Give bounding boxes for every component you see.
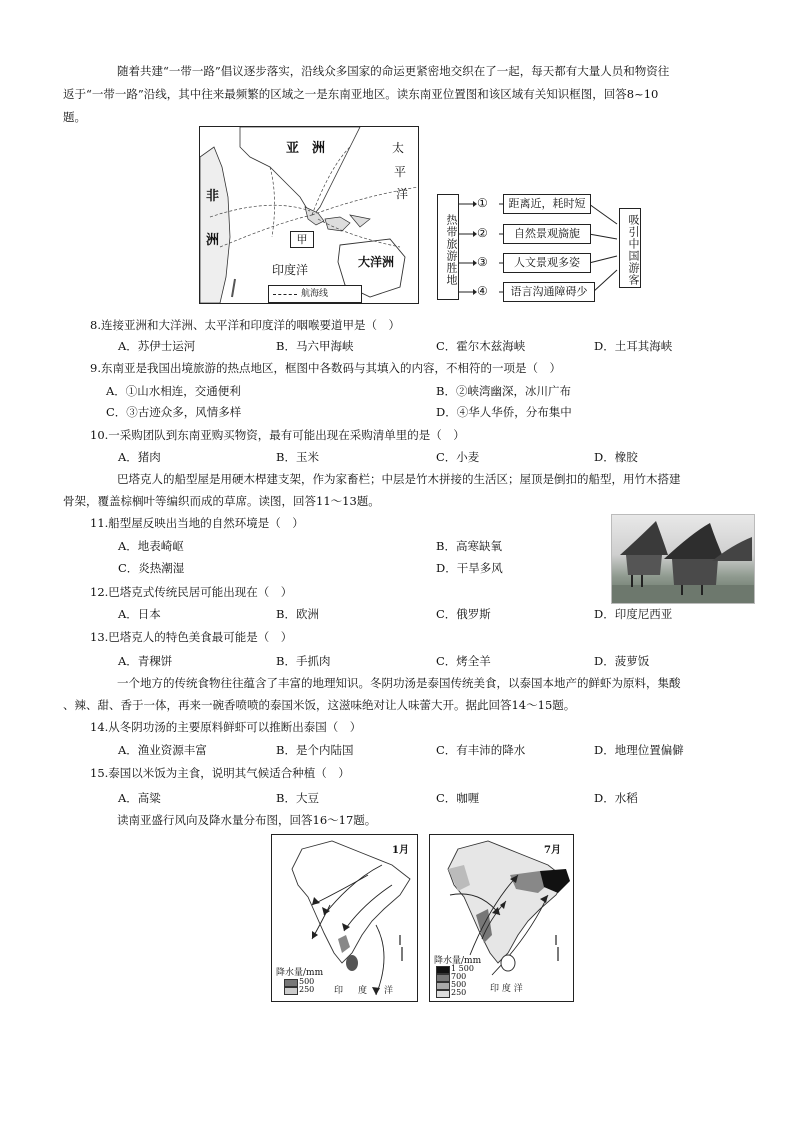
july-legend-1500: 1 500: [451, 964, 474, 973]
question-13-option-a[interactable]: A．青稞饼: [118, 654, 173, 668]
question-9-option-d[interactable]: D．④华人华侨，分布集中: [436, 405, 572, 419]
framework-right-box: 吸引中国游客: [619, 208, 641, 288]
question-14-stem: 14.从冬阴功汤的主要原料鲜虾可以推断出泰国（ ）: [90, 720, 362, 734]
january-ocean-2: 度: [358, 986, 368, 996]
south-asia-july-map: [429, 834, 574, 1002]
july-legend-250: 250: [451, 988, 467, 997]
question-13-option-d[interactable]: D．菠萝饭: [594, 654, 650, 668]
framework-num-3: ③: [477, 255, 488, 269]
label-pacific-3: 洋: [396, 187, 409, 201]
label-pacific-2: 平: [394, 165, 407, 179]
question-14-option-c[interactable]: C．有丰沛的降水: [436, 743, 526, 757]
intro3-line2: 、辣、甜、香于一体，再来一碗香喷喷的泰国米饭，这滋味绝对让人味蕾大开。据此回答14～15题。: [63, 698, 576, 712]
intro-paragraph-4: 读南亚盛行风向及降水量分布图，回答16～17题。: [117, 813, 377, 827]
question-10-option-b[interactable]: B．玉米: [276, 450, 319, 464]
question-11-option-c[interactable]: C．炎热潮湿: [118, 561, 185, 575]
january-legend-title: 降水量/mm: [276, 968, 324, 978]
question-9-option-b[interactable]: B．②峡湾幽深，冰川广布: [436, 384, 571, 398]
question-8-option-d[interactable]: D．土耳其海峡: [594, 339, 673, 353]
framework-item-2: 自然景观旖旎: [503, 224, 591, 244]
question-9-option-a[interactable]: A．①山水相连，交通便利: [106, 384, 241, 398]
question-13-stem: 13.巴塔克人的特色美食最可能是（ ）: [90, 630, 293, 644]
july-legend-swatch-500: [436, 982, 450, 990]
framework-left-box: 热带旅游胜地: [437, 194, 459, 300]
question-10-option-a[interactable]: A．猪肉: [118, 450, 161, 464]
january-legend-swatch-500: [284, 979, 298, 987]
label-africa-2: 洲: [206, 233, 220, 248]
january-legend-250: 250: [299, 985, 315, 994]
question-15-stem: 15.泰国以米饭为主食，说明其气候适合种植（ ）: [90, 766, 350, 780]
boat-house-photo: [611, 514, 755, 604]
map-legend: [268, 285, 362, 303]
january-month-label: 1月: [392, 845, 409, 856]
january-ocean-1: 印: [334, 986, 344, 996]
label-pacific-1: 太: [392, 141, 405, 155]
label-africa-1: 非: [206, 189, 220, 204]
southeast-asia-map: [199, 126, 419, 304]
question-9-stem: 9.东南亚是我国出境旅游的热点地区，框图中各数码与其填入的内容，不相符的一项是（ ）: [90, 361, 561, 375]
intro1-line3: 题。: [63, 110, 86, 124]
question-12-option-b[interactable]: B．欧洲: [276, 607, 319, 621]
framework-item-1: 距离近，耗时短: [503, 194, 591, 214]
intro-paragraph-1: [63, 60, 720, 129]
question-10-option-c[interactable]: C．小麦: [436, 450, 480, 464]
question-11-option-d[interactable]: D．干旱多风: [436, 561, 503, 575]
dashed-line-icon: [273, 294, 297, 295]
question-9-option-c[interactable]: C．③古迹众多，风情多样: [106, 405, 242, 419]
intro2-line2: 骨架，覆盖棕榈叶等编织而成的草席。读图，回答11～13题。: [63, 494, 380, 508]
intro1-line2: 返于“一带一路”沿线，其中往来最频繁的区域之一是东南亚地区。读东南亚位置图和该区域有关知识框图，回答8~10: [63, 87, 659, 101]
intro3-line1: 一个地方的传统食物往往蕴含了丰富的地理知识。冬阴功汤是泰国传统美食，以泰国本地产的鲜虾为原料，集酸: [117, 676, 681, 690]
question-12-option-c[interactable]: C．俄罗斯: [436, 607, 491, 621]
july-legend-title: 降水量/mm: [434, 956, 482, 966]
intro2-line1: 巴塔克人的船型屋是用硬木桿建支架，作为家畜栏；中层是竹木拼接的生活区；屋顶是倒扣的船型，用竹木搭建: [117, 472, 681, 486]
question-10-option-d[interactable]: D．橡胶: [594, 450, 638, 464]
intro-paragraph-3: [63, 672, 720, 716]
question-12-stem: 12.巴塔克式传统民居可能出现在（ ）: [90, 585, 293, 599]
south-asia-january-map: [271, 834, 418, 1002]
january-ocean-3: 洋: [384, 986, 394, 996]
july-month-label: 7月: [544, 845, 561, 856]
question-13-option-c[interactable]: C．烤全羊: [436, 654, 491, 668]
question-15-option-a[interactable]: A．高粱: [118, 791, 161, 805]
july-ocean-label: 印 度 洋: [490, 984, 523, 994]
question-12-option-d[interactable]: D．印度尼西亚: [594, 607, 673, 621]
july-legend-swatch-1500: [436, 966, 450, 974]
question-8-option-b[interactable]: B．马六甲海峡: [276, 339, 354, 353]
boat-house-drawing: [612, 515, 754, 603]
framework-num-2: ②: [477, 226, 488, 240]
july-legend-swatch-250: [436, 990, 450, 998]
question-14-option-d[interactable]: D．地理位置偏僻: [594, 743, 684, 757]
legend-label: 航海线: [301, 289, 329, 299]
january-legend-swatch-250: [284, 987, 298, 995]
question-8-option-c[interactable]: C．霍尔木兹海峡: [436, 339, 526, 353]
label-asia: 亚 洲: [286, 141, 326, 156]
framework-item-4: 语言沟通障碍少: [503, 282, 595, 302]
question-15-option-b[interactable]: B．大豆: [276, 791, 319, 805]
question-14-option-a[interactable]: A．渔业资源丰富: [118, 743, 207, 757]
intro1-line1: 随着共建“一带一路”倡议逐步落实，沿线众多国家的命运更紧密地交织在了一起，每天都有大量人员和物资往: [117, 64, 670, 78]
framework-item-3: 人文景观多姿: [503, 253, 591, 273]
question-12-option-a[interactable]: A．日本: [118, 607, 161, 621]
question-11-stem: 11.船型屋反映出当地的自然环境是（ ）: [90, 516, 304, 530]
label-oceania: 大洋洲: [358, 255, 395, 269]
question-11-option-b[interactable]: B．高寒缺氧: [436, 539, 502, 553]
label-indian-ocean: 印度洋: [272, 263, 309, 277]
july-legend-700: 700: [451, 972, 467, 981]
question-15-option-d[interactable]: D．水稻: [594, 791, 638, 805]
question-15-option-c[interactable]: C．咖喱: [436, 791, 480, 805]
question-8-stem: 8.连接亚洲和大洋洲、太平洋和印度洋的咽喉要道甲是（ ）: [90, 318, 400, 332]
question-8-option-a[interactable]: A．苏伊士运河: [118, 339, 196, 353]
label-jia: 甲: [290, 231, 314, 248]
question-14-option-b[interactable]: B．是个内陆国: [276, 743, 354, 757]
question-13-option-b[interactable]: B．手抓肉: [276, 654, 331, 668]
january-legend-500: 500: [299, 977, 315, 986]
question-11-option-a[interactable]: A．地表崎岖: [118, 539, 184, 553]
framework-num-4: ④: [477, 284, 488, 298]
question-10-stem: 10.一采购团队到东南亚购买物资，最有可能出现在采购清单里的是（ ）: [90, 428, 465, 442]
july-legend-swatch-700: [436, 974, 450, 982]
framework-num-1: ①: [477, 196, 488, 210]
intro-paragraph-2: [63, 468, 720, 512]
july-legend-500: 500: [451, 980, 467, 989]
